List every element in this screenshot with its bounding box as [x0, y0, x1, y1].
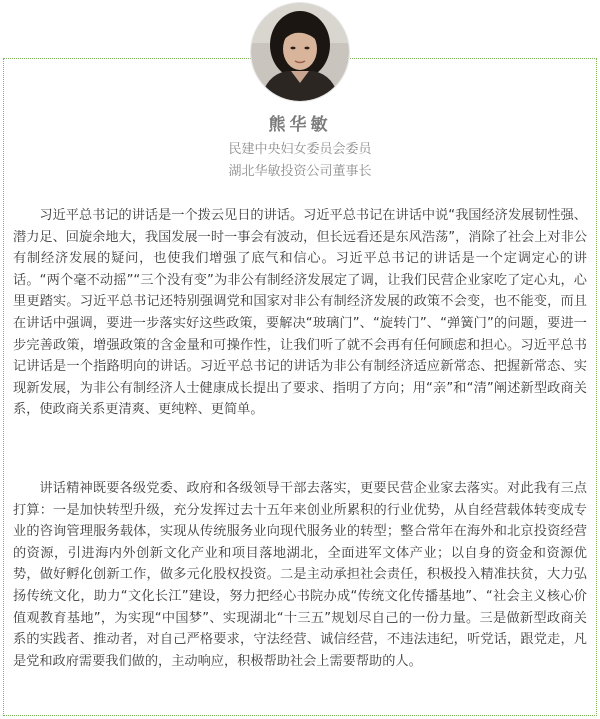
avatar: [251, 3, 349, 101]
article-paragraph-1: 习近平总书记的讲话是一个拨云见日的讲话。习近平总书记在讲话中说“我国经济发展韧性强、潜力足、回旋余地大，我国发展一时一事会有波动，但长远看还是东风浩荡”，消除了社会上对非公有制经济发展的疑问，也使我们增强了底气和信心。习近平总书记的讲话是一个定调定心的讲话。“两个毫不动摇”“三个没有变”为非公有制经济发展定了调，让我们民营企业家吃了定心丸，心里更踏实。习近平总书记还特别强调党和国家对非公有制经济发展的政策不会变，也不能变，而且在讲话中强调，要进一步落实好这些政策，要解决“玻璃门”、“旋转门”、“弹簧门”的问题，要进一步完善政策，增强政策的含金量和可操作性，让我们听了就不会再有任何顾虑和担心。习近平总书记讲话是一个指路明向的讲话。习近平总书记的讲话为非公有制经济适应新常态、把握新常态、实现新发展，为非公有制经济人士健康成长提出了要求、指明了方向；用“亲”和“清”阐述新型政商关系，使政商关系更清爽、更纯粹、更简单。: [13, 208, 587, 418]
person-title-2: 湖北华敏投资公司董事长: [228, 164, 372, 179]
article-paragraph-2: 讲话精神既要各级党委、政府和各级领导干部去落实，更要民营企业家去落实。对此我有三点打算：一是加快转型升级，充分发挥过去十五年来创业所累积的行业优势，从自经营载体转变成专业的咨询管理服务载体，实现从传统服务业向现代服务业的转型；整合常年在海外和北京投资经营的资源，引进海内外创新文化产业和项目落地湖北，全面进军文体产业；以自身的资金和资源优势，做好孵化创新工作，做多元化股权投资。二是主动承担社会责任，积极投入精准扶贫，大力弘扬传统文化，助力“文化长江”建设，努力把经心书院办成“传统文化传播基地”、“社会主义核心价值观教育基地”，为实现“中国梦”、实现湖北“十三五”规划尽自己的一份力量。三是做新型政商关系的实践者、推动者，对自己严格要求，守法经营、诚信经营，不违法违纪，听党话，跟党走，凡是党和政府需要我们做的，主动响应，积极帮助社会上需要帮助的人。: [13, 481, 587, 669]
portrait-photo: [251, 3, 349, 101]
person-title-1: 民建中央妇女委员会委员: [228, 142, 372, 157]
person-name: 熊华敏: [268, 115, 332, 135]
